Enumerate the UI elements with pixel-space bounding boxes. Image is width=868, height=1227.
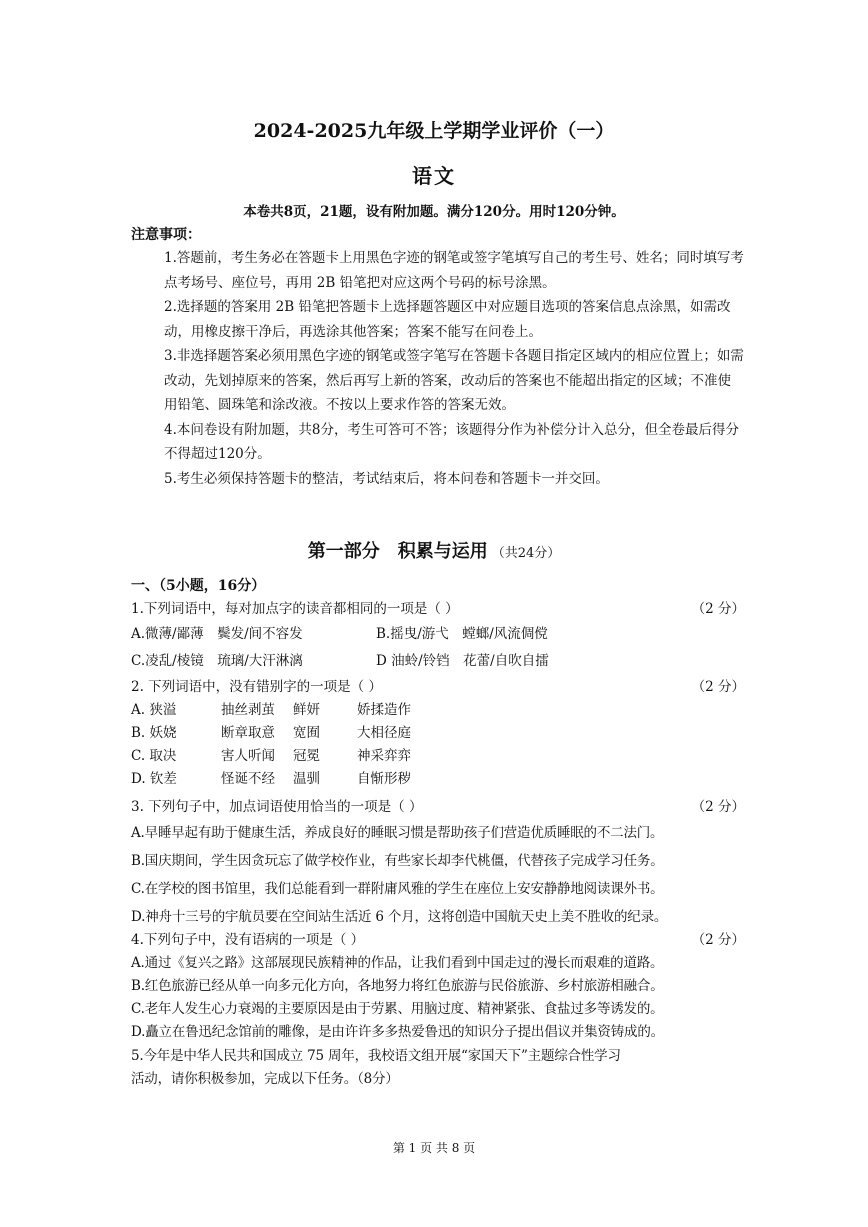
- question-4-stem-line: [131, 929, 745, 952]
- question-4-option-a: A.通过《复兴之路》这部展现民族精神的作品，让我们看到中国走过的漫长而艰难的道路。: [131, 955, 664, 971]
- question-2-option-a: [131, 699, 745, 722]
- question-3: [131, 796, 745, 931]
- option-cell: 娇揉造作: [357, 702, 411, 718]
- option-cell: 宽囿: [293, 725, 320, 741]
- option-cell: 神采弈弈: [357, 748, 411, 764]
- question-3-points: （2 分）: [691, 799, 745, 815]
- question-4-option-b: B.红色旅游已经从单一向多元化方向，各地努力将红色旅游与民俗旅游、乡村旅游相融合。: [131, 978, 664, 994]
- part-title-text: 第一部分 积累与运用: [307, 541, 488, 562]
- note-item: 3.非选择题答案必须用黑色字迹的钢笔或签字笔写在答题卡各题目指定区域内的相应位置上；如需改动，先划掉原来的答案，然后再写上新的答案，改动后的答案也不能超出指定的区域；不准使用铅笔、圆珠笔和涂改液。不按以上要求作答的答案无效。: [164, 348, 744, 413]
- question-2-option-c: [131, 745, 745, 768]
- question-2-option-b: [131, 722, 745, 745]
- question-2-points: （2 分）: [691, 679, 745, 695]
- part-title: [0, 537, 868, 563]
- question-3-option-b: B.国庆期间，学生因贪玩忘了做学校作业，有些家长却李代桃僵，代替孩子完成学习任务。: [131, 853, 664, 869]
- question-1-stem: 1.下列词语中，每对加点字的读音都相同的一项是（ ）: [131, 601, 459, 617]
- note-item: 5.考生必须保持答题卡的整洁，考试结束后，将本问卷和答题卡一并交回。: [164, 470, 609, 487]
- option-cell: B. 妖娆: [131, 725, 177, 741]
- question-1: [131, 598, 745, 675]
- question-3-stem-line: [131, 796, 745, 819]
- question-3-option-c: C.在学校的图书馆里，我们总能看到一群附庸风雅的学生在座位上安安静静地阅读课外书。: [131, 881, 664, 897]
- option-cell: 自惭形秽: [357, 771, 411, 787]
- option-cell: 鲜妍: [293, 702, 320, 718]
- question-1-points: （2 分）: [691, 601, 745, 617]
- question-5-line-2: 活动，请你积极参加，完成以下任务。（8分）: [131, 1071, 399, 1087]
- question-4: [131, 929, 745, 1044]
- option-cell: 抽丝剥茧: [221, 702, 275, 718]
- option-cell: 怪诞不经: [221, 771, 275, 787]
- question-5: [131, 1045, 745, 1091]
- note-item: 1.答题前，考生务必在答题卡上用黑色字迹的钢笔或签字笔填写自己的考生号、姓名；同时填写考点考场号、座位号，再用 2B 铅笔把对应这两个号码的标号涂黑。: [164, 250, 744, 291]
- option-cell: C. 取决: [131, 748, 177, 764]
- exam-info: 本卷共8页，21题，设有附加题。满分120分。用时120分钟。: [243, 204, 625, 220]
- question-1-stem-line: [131, 598, 745, 621]
- option-cell: 冠冕: [293, 748, 320, 764]
- question-4-stem: 4.下列句子中，没有语病的一项是（ ）: [131, 932, 365, 948]
- option-cell: D. 钦差: [131, 771, 177, 787]
- question-3-option-a: A.早睡早起有助于健康生活，养成良好的睡眠习惯是帮助孩子们营造优质睡眠的不二法门。: [131, 825, 664, 841]
- notes-heading: 注意事项：: [131, 227, 201, 243]
- notes-list: [164, 246, 744, 491]
- option-cell: A. 狭溢: [131, 702, 177, 718]
- question-1-option-d: D 油蛉/铃铛 花蕾/自吹自擂: [376, 653, 549, 669]
- note-item: 2.选择题的答案用 2B 铅笔把答题卡上选择题答题区中对应题目选项的答案信息点涂黑，如需改动，用橡皮擦干净后，再选涂其他答案；答案不能写在问卷上。: [164, 299, 731, 340]
- exam-title: 2024-2025九年级上学期学业评价（一）: [253, 120, 615, 142]
- question-1-option-a: A.微薄/鄙薄 鬓发/间不容发: [131, 626, 303, 642]
- question-2-stem: 2. 下列词语中，没有错别字的一项是（ ）: [131, 679, 382, 695]
- question-4-option-d: D.矗立在鲁迅纪念馆前的雕像，是由许许多多热爱鲁迅的知识分子提出倡议并集资铸成的。: [131, 1024, 664, 1040]
- question-3-stem: 3. 下列句子中，加点词语使用恰当的一项是（ ）: [131, 799, 423, 815]
- question-1-options-row-2: [131, 648, 745, 675]
- question-2-stem-line: [131, 676, 745, 699]
- option-cell: 温驯: [293, 771, 320, 787]
- option-cell: 断章取意: [221, 725, 275, 741]
- question-1-options-row-1: [131, 621, 745, 648]
- question-2: [131, 676, 745, 791]
- question-4-option-c: C.老年人发生心力衰竭的主要原因是由于劳累、用脑过度、精神紧张、食盐过多等诱发的。: [131, 1001, 664, 1017]
- question-3-option-d: D.神舟十三号的宇航员要在空间站生活近 6 个月，这将创造中国航天史上美不胜收的纪录。: [131, 909, 668, 925]
- page-footer: 第 1 页 共 8 页: [392, 1141, 476, 1155]
- option-cell: 害人听闻: [221, 748, 275, 764]
- section-heading: 一、（5小题，16分）: [131, 578, 266, 594]
- note-item: 4.本问卷设有附加题，共8分，考生可答可不答；该题得分作为补偿分计入总分，但全卷最后得分不得超过120分。: [164, 421, 739, 462]
- part-score: （共24分）: [491, 546, 561, 561]
- question-2-option-d: [131, 768, 745, 791]
- question-1-option-c: C.凌乱/棱镜 琉璃/大汗淋漓: [131, 653, 303, 669]
- question-1-option-b: B.摇曳/游弋 螳螂/风流倜傥: [376, 626, 548, 642]
- option-cell: 大相径庭: [357, 725, 411, 741]
- question-4-points: （2 分）: [691, 932, 745, 948]
- subject-title: 语文: [412, 164, 456, 188]
- question-5-line-1: 5.今年是中华人民共和国成立 75 周年，我校语文组开展“家国天下”主题综合性学习: [131, 1048, 621, 1064]
